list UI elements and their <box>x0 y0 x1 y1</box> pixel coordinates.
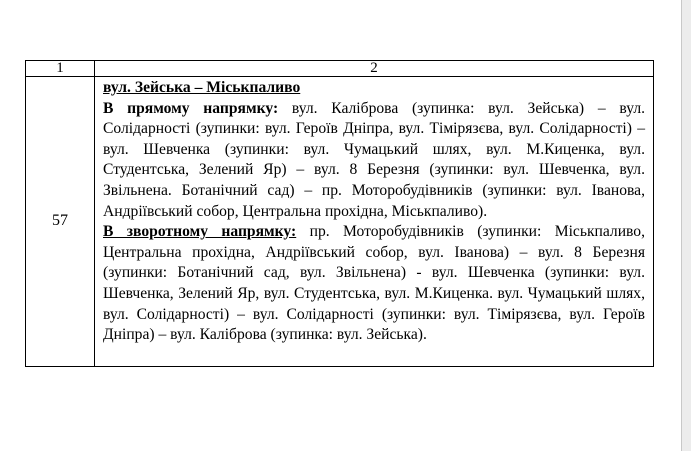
reverse-direction <box>103 222 645 346</box>
reverse-text: пр. Моторобудівників (зупинки: Міськпаливо, Центральна прохідна, Андріївський собор, вул. Іванова) – вул. 8 Березня (зупинки: Ботанічний сад, вул. Звільнена) - вул. Шевченка (зупинки: вул. Шевченка, Зелений Яр, вул. Студентська, вул. М.Киценка. вул. Чумацький шлях, вул. Солідарності) – вул. Солідарності (зупинки: вул. Тімірязєва, вул. Героїв Дніпра) – вул. Каліброва (зупинка: вул. Зейська). <box>103 223 646 344</box>
table-header-row <box>26 61 654 77</box>
header-col-1: 1 <box>26 61 95 77</box>
table-row <box>26 77 654 367</box>
forward-text: вул. Каліброва (зупинка: вул. Зейська) – вул. Солідарності (зупинки: вул. Героїв Дніпра, вул. Тімірязєва, вул. Солідарності) – вул. Шевченка (зупинки: вул. Чумацький шлях, вул. М.Киценка, вул. Студентська, Зелений Яр) – вул. 8 Березня (зупинки: вул. Шевченка, вул. Звільнена. Ботанічний сад) – пр. Моторобудівників (зупинки: вул. Іванова, Андріївський собор, Центральна прохідна, Міськпаливо). <box>103 99 645 220</box>
header-col-2: 2 <box>95 61 654 77</box>
reverse-label: В зворотному напрямку: <box>103 223 297 241</box>
page-edge-scrollbar <box>681 0 691 451</box>
route-description <box>95 77 654 367</box>
route-title: вул. Зейська – Міськпаливо <box>103 79 301 96</box>
forward-direction <box>103 99 645 223</box>
route-table <box>25 60 654 367</box>
forward-label: В прямому напрямку: <box>103 99 279 117</box>
route-number: 57 <box>26 77 95 367</box>
